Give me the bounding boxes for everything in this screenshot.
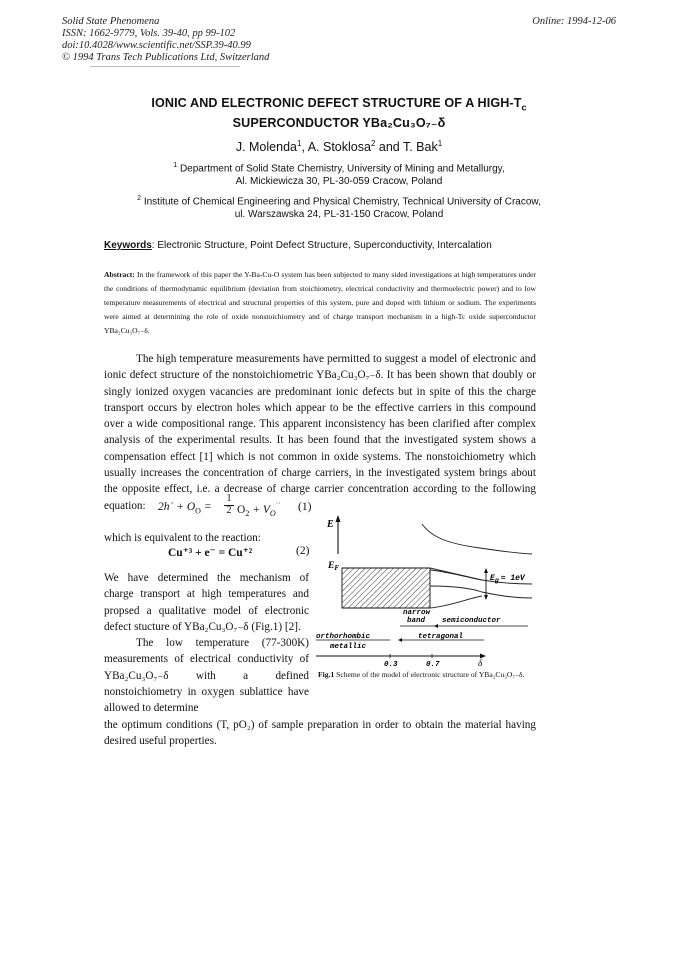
orthorhombic-label: orthorhombic xyxy=(316,633,371,641)
keywords-line xyxy=(104,240,604,251)
body-paragraph-final xyxy=(104,717,536,750)
left-column-text xyxy=(104,530,309,546)
title-line1: IONIC AND ELECTRONIC DEFECT STRUCTURE OF A HIGH-T xyxy=(151,96,522,110)
caption-label: Fig.1 xyxy=(318,670,335,679)
abstract-label: Abstract: xyxy=(104,270,135,279)
delta-tick-label: 0.7 xyxy=(426,661,440,669)
keywords-text: : Electronic Structure, Point Defect Structure, Superconductivity, Intercalation xyxy=(151,240,492,251)
equation-1 xyxy=(158,493,312,527)
delta-axis-label: δ xyxy=(478,658,483,668)
conduction-band-curve xyxy=(422,524,532,554)
affiliation-1 xyxy=(40,160,638,188)
metallic-label: metallic xyxy=(330,643,367,651)
tetragonal-arrow-icon xyxy=(398,638,402,642)
semiconductor-label: semiconductor xyxy=(442,617,501,625)
keywords-label: Keywords xyxy=(104,240,152,251)
equation-fraction: 1 2 xyxy=(224,494,234,516)
journal-name: Solid State Phenomena xyxy=(62,16,160,27)
abstract-text: In the framework of this paper the Y-Ba-Cu-O system has been subjected to many sided investigations at high temperatures under the conditions of thermodynamic equilibrium (deviation from stoichiometry, electrical conductivity and thermoelectric power) and to low temperature measurements of electrical and structural properties of this system, pure and doped with lithium or sodium. The experiments were aimed at determining the role of oxide nonstoichiometry and of charge transport mechanism in a high-Tc oxide superconductor YBa₂Cu₃O₇₋δ. xyxy=(104,270,536,335)
paragraph-text: The high temperature measurements have permitted to suggest a model of electronic and ionic defect structure of the nonstoichiometric YBa₂Cu₃O₇₋δ. It has been shown that doubly or singly ionized oxygen vacancies are predominant ionic defects but in spite of this the charge transport occurs by electron holes which appear to be the effective carriers in this compound over a wide compositional range. This apparent inconsistency has been clarified after complex analysis of the experimental results. It has been found that the investigated system shows a compensation effect [1] which is not common in oxide systems. The nonstoichiometry which usually increases the concentration of charge carriers, in the investigated system brings about the opposite effect, i.e. a decrease of charge carrier concentration according to the following equation: xyxy=(104,353,536,512)
issn-line: ISSN: 1662-9779, Vols. 39-40, pp 99-102 xyxy=(62,28,236,39)
journal-header xyxy=(62,16,382,64)
paragraph-text: the optimum conditions (T, pO₂) of sample preparation in order to obtain the material having desired useful properties. xyxy=(104,719,536,748)
affil-address: ul. Warszawska 24, PL-31-150 Cracow, Poland xyxy=(234,208,444,220)
paragraph-text: We have determined the mechanism of charge transport at high temperatures and propsed a qualitative model of electronic defect stucture of YBa₂Cu₃O₇₋δ (Fig.1) [2]. xyxy=(104,572,309,633)
author-affil-mark: 1 xyxy=(437,139,443,148)
equation-2 xyxy=(168,545,313,559)
delta-tick-label: 0.3 xyxy=(384,661,398,669)
filled-band-region xyxy=(342,568,430,608)
title-line2: SUPERCONDUCTOR YBa₂Cu₃O₇₋δ xyxy=(232,115,446,130)
affil-address: Al. Mickiewicza 30, PL-30-059 Cracow, Poland xyxy=(235,175,443,187)
equation-number: (1) xyxy=(298,501,312,513)
affil-mark: 1 xyxy=(173,162,178,169)
figure-electronic-structure xyxy=(310,510,548,678)
online-date: Online: 1994-12-06 xyxy=(532,16,616,27)
left-column-text xyxy=(104,570,309,717)
tetragonal-label: tetragonal xyxy=(418,633,464,641)
energy-axis-arrow-icon xyxy=(336,515,341,522)
author-name: A. Stoklosa xyxy=(307,140,371,155)
band-edge-lower xyxy=(430,596,482,608)
header-scan-artifact xyxy=(90,66,240,67)
author-name: J. Molenda xyxy=(235,140,297,155)
author-separator: and xyxy=(375,140,403,155)
body-paragraph xyxy=(104,351,536,514)
band-label: band xyxy=(407,617,426,625)
abstract xyxy=(104,268,536,338)
equation-number: (2) xyxy=(296,545,310,557)
doi-link[interactable]: doi:10.4028/www.scientific.net/SSP.39-40.99 xyxy=(62,40,251,51)
author-list xyxy=(40,139,638,154)
paragraph-text: The low temperature (77-300K) measurements of electrical conductivity of YBa₂Cu₃O₇₋δ with a defined nonstoichiometry in oxygen sublattice have allowed to determine xyxy=(104,637,309,715)
author-affil-mark: 1 xyxy=(296,139,302,148)
author-affil-mark: 2 xyxy=(370,139,376,148)
fermi-slope xyxy=(430,568,482,580)
gap-arrow-up-icon xyxy=(484,568,488,573)
equation-body: Cu⁺³ + e⁻ = Cu⁺² xyxy=(168,547,253,559)
affil-line: Department of Solid State Chemistry, University of Mining and Metallurgy, xyxy=(179,163,505,175)
affil-line: Institute of Chemical Engineering and Physical Chemistry, Technical University of Cracow, xyxy=(143,196,541,208)
figure-caption xyxy=(318,669,538,680)
gap-arrow-down-icon xyxy=(484,595,488,600)
copyright-line: © 1994 Trans Tech Publications Ltd, Switzerland xyxy=(62,52,270,63)
paragraph-text: which is equivalent to the reaction: xyxy=(104,532,261,544)
author-separator: , xyxy=(301,140,308,155)
equation-lhs: 2h˙ + $O_O$ = xyxy=(158,501,212,516)
title-subscript: c xyxy=(521,102,527,113)
author-name: T. Bak xyxy=(402,140,438,155)
energy-axis-label: E xyxy=(327,519,334,530)
band-gap-label: $E_g \approx 1eV$ xyxy=(490,574,525,584)
equation-rhs: $O_2 + V_O^{˙˙}$ xyxy=(237,501,281,519)
paper-title xyxy=(40,96,638,130)
semiconductor-arrow-icon xyxy=(434,624,438,628)
affil-mark: 2 xyxy=(137,195,142,202)
affiliation-2 xyxy=(40,193,638,221)
fermi-level-label: $E_F$ xyxy=(328,561,340,572)
caption-text: Scheme of the model of electronic structure of YBa₂Cu₃O₇₋δ. xyxy=(334,670,525,679)
narrow-label: narrow xyxy=(403,609,431,617)
